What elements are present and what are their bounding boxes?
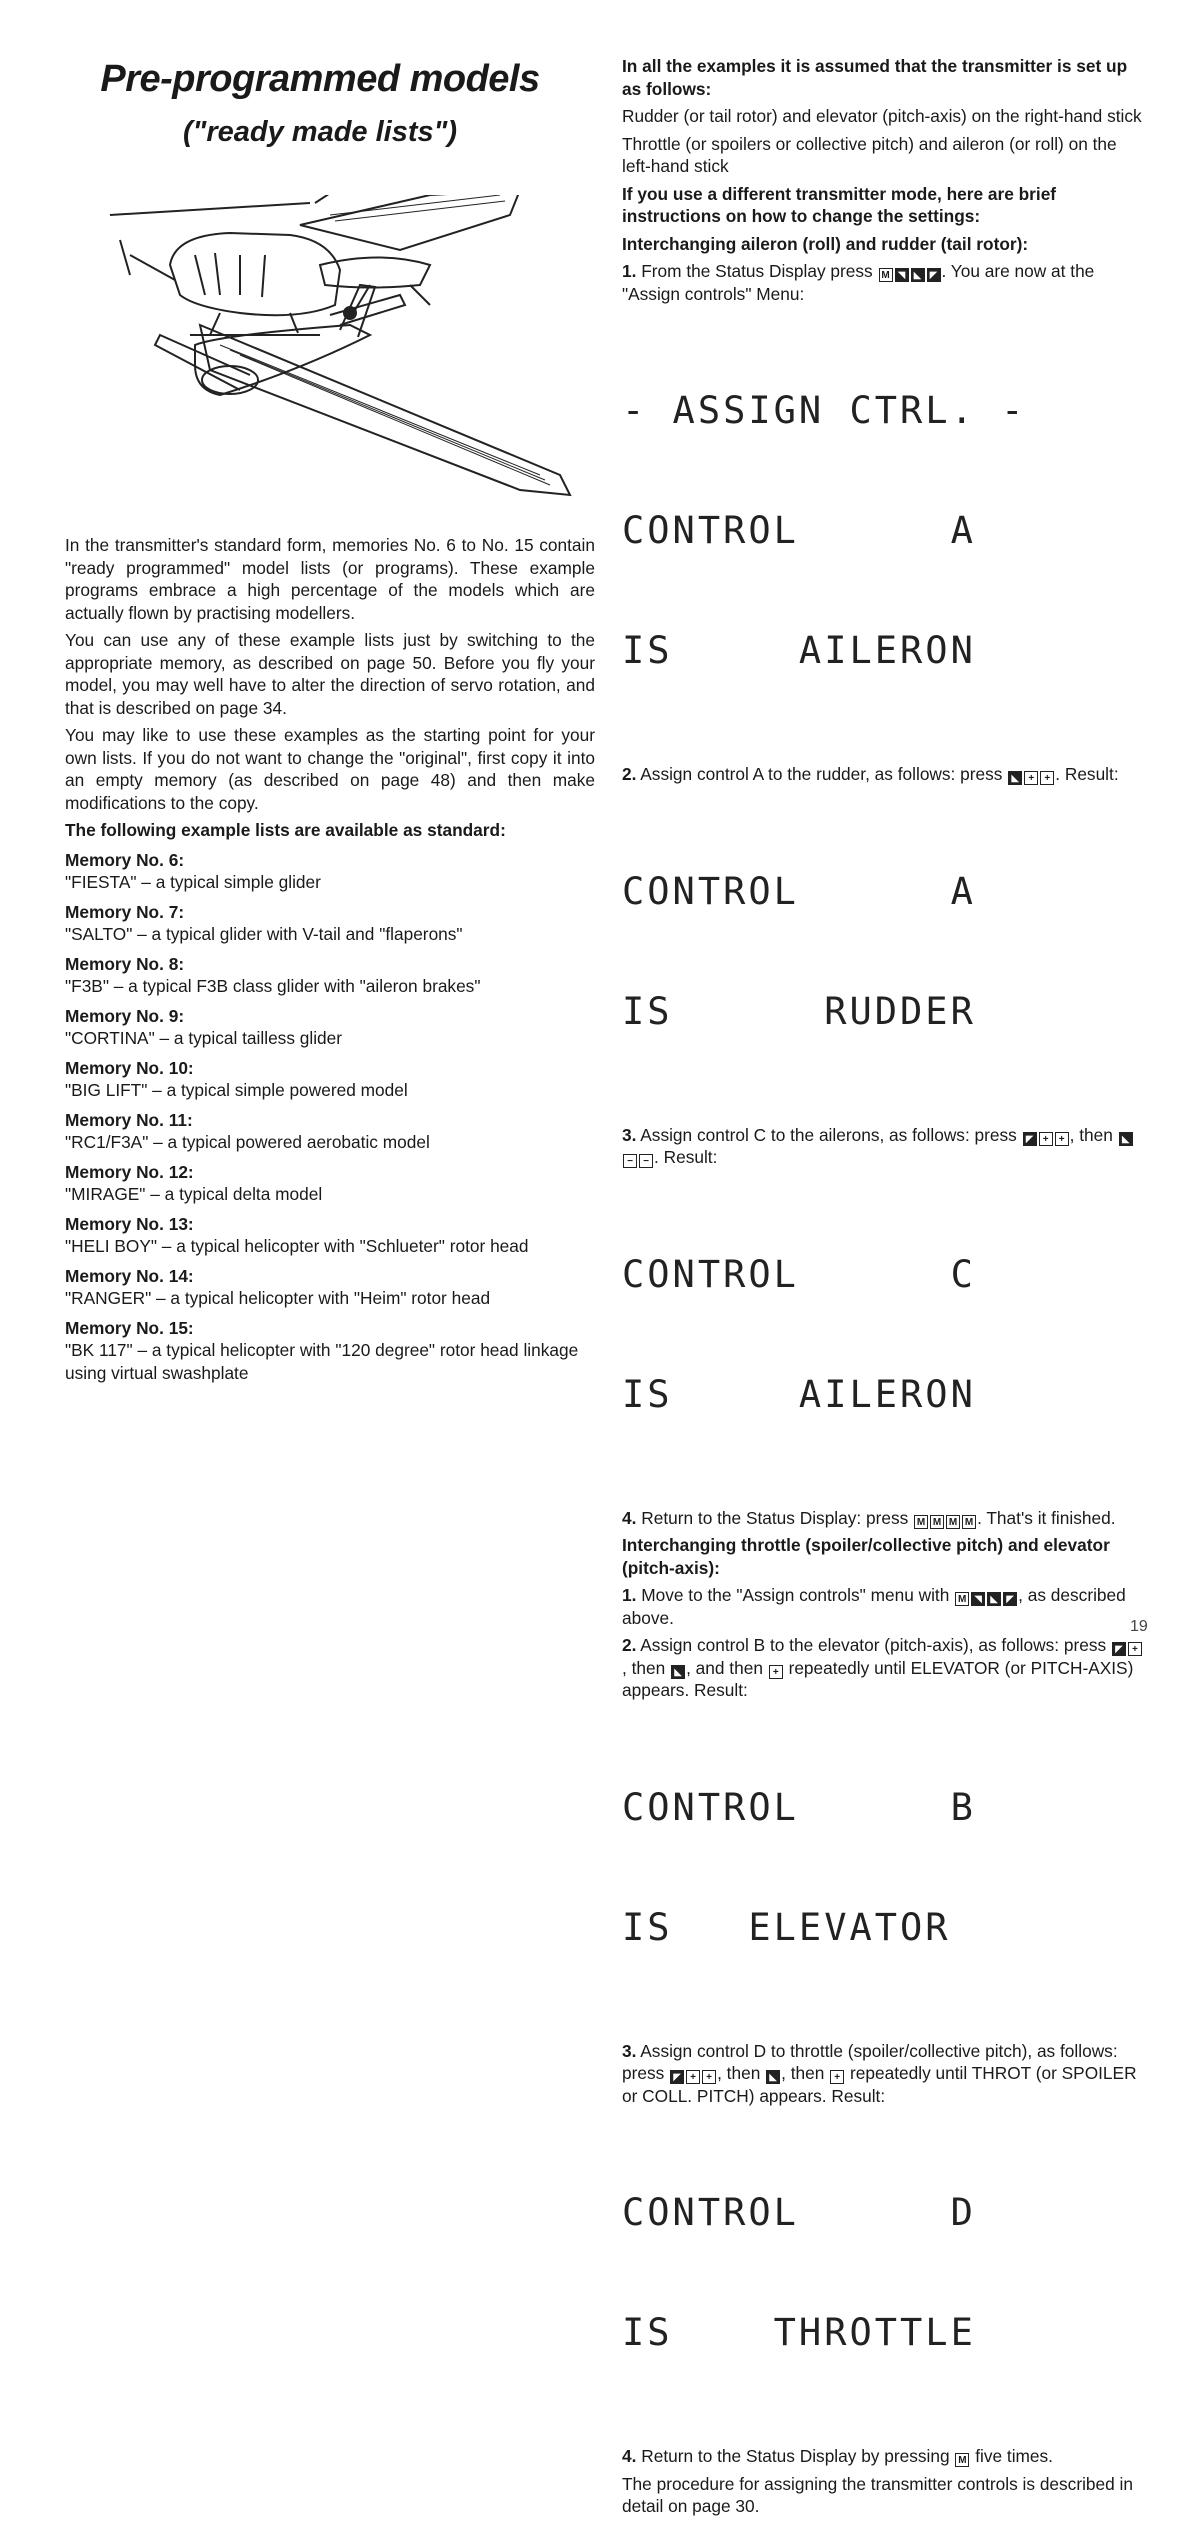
lcd-line: CONTROL A [622,869,976,913]
step-text: repeatedly until THROT (or SPOILER or COLL. PITCH) appears. Result: [622,2063,1137,2106]
plus-key-icon: + [769,1665,783,1679]
plus-key-icon: + [1128,1642,1142,1656]
lcd-display [622,1708,1147,2028]
step-number: 1. [622,261,637,281]
step-text: , as described above. [622,1585,1126,1628]
assumption-heading: In all the examples it is assumed that the transmitter is set up as follows: [622,56,1128,99]
memory-entry [65,1005,595,1050]
step-text: Move to the "Assign controls" menu with [641,1585,950,1605]
down-left-key-icon: ◣ [1008,771,1022,785]
step [622,763,1147,786]
step-text: Return to the Status Display by pressing [641,2446,950,2466]
step-number: 2. [622,1635,637,1655]
step-text: Assign control D to throttle (spoiler/collective pitch), as follows: press [622,2040,1118,2083]
up-left-key-icon: ◤ [927,268,941,282]
m-key-icon: M [879,268,893,282]
lcd-line: CONTROL C [622,1252,976,1296]
step [622,2445,1147,2468]
memory-entry [65,849,595,894]
plus-key-icon: + [1040,771,1054,785]
lcd-line: CONTROL B [622,1785,976,1829]
memory-entry [65,1057,595,1102]
assumption-text: Throttle (or spoilers or collective pitch) and aileron (or roll) on the left-hand stick [622,133,1117,176]
lcd-line: CONTROL A [622,509,976,552]
up-left-key-icon: ◤ [1112,1642,1126,1656]
memory-entry [65,1317,595,1385]
plus-key-icon: + [830,2070,844,2084]
plus-key-icon: + [702,2070,716,2084]
step-text: , then [1069,1124,1113,1145]
memory-description: "HELI BOY" – a typical helicopter with "Schlueter" rotor head [65,1236,529,1256]
step-text: , then [622,1657,666,1678]
lcd-line: IS AILERON [622,629,976,672]
memory-heading: Memory No. 8: [65,953,185,974]
intro-paragraph: You can use any of these example lists just by switching to the appropriate memory, as described on page 50. Before you fly your model, you may well have to alter the direction of servo rotation, and that is described on page 34. [65,630,595,718]
lcd-display [622,1175,1147,1495]
lcd-line: IS RUDDER [622,989,976,1033]
memory-description: "CORTINA" – a typical tailless glider [65,1028,343,1048]
step-text: , and then [686,1657,763,1678]
memory-description: "RANGER" – a typical helicopter with "Heim" rotor head [65,1288,491,1308]
memory-heading: Memory No. 13: [65,1213,194,1234]
memory-entry [65,1265,595,1310]
page-subtitle: ("ready made lists") [182,116,458,148]
memory-heading: Memory No. 7: [65,901,185,922]
rotor-blade [110,203,310,215]
memory-entry [65,1109,595,1154]
section-heading-throttle-elevator: Interchanging throttle (spoiler/collective pitch) and elevator (pitch-axis): [622,1535,1110,1578]
up-left-key-icon: ◤ [1023,1132,1037,1146]
step [622,1584,1147,1629]
memory-description: "SALTO" – a typical glider with V-tail and "flaperons" [65,924,463,944]
step [622,2040,1147,2108]
step-number: 3. [622,1124,637,1145]
memory-entry [65,901,595,946]
minus-key-icon: − [623,1154,637,1168]
step-text: five times. [975,2446,1053,2466]
section-heading-aileron-rudder: Interchanging aileron (roll) and rudder (tail rotor): [622,233,1029,254]
closing-paragraph: The procedure for assigning the transmitter controls is described in detail on page 30. [622,2473,1134,2516]
page-title: Pre-programmed models [100,58,540,100]
memory-description: "MIRAGE" – a typical delta model [65,1184,323,1204]
lcd-line: IS THROTTLE [622,2311,976,2354]
memory-heading: Memory No. 12: [65,1161,194,1182]
step [622,260,1147,305]
down-left-key-icon: ◣ [766,2070,780,2084]
memory-heading: Memory No. 6: [65,849,185,870]
memory-heading: Memory No. 15: [65,1317,194,1338]
m-key-icon: M [914,1515,928,1529]
examples-lead: The following example lists are available as standard: [65,820,506,840]
lcd-line: - ASSIGN CTRL. - [622,389,1027,432]
up-right-key-icon: ◥ [895,268,909,282]
step-text: , then [717,2063,761,2083]
lcd-display [622,311,1147,751]
m-key-icon: M [955,2453,969,2467]
model-aircraft-illustration [100,195,580,515]
step-text: Assign control A to the rudder, as follows: press [640,764,1003,784]
lcd-line: IS AILERON [622,1372,976,1416]
down-left-key-icon: ◣ [911,268,925,282]
step-text: Return to the Status Display: press [641,1507,909,1528]
memory-description: "BIG LIFT" – a typical simple powered model [65,1080,408,1100]
step-text: . Result: [1055,764,1119,784]
intro-paragraph: In the transmitter's standard form, memories No. 6 to No. 15 contain "ready programmed" model lists (or programs). These example programs embrace a high percentage of the models which are actually flown by practising modellers. [65,535,595,623]
step-text: . That's it finished. [977,1507,1116,1528]
step-text: repeatedly until ELEVATOR (or PITCH-AXIS) appears. Result: [622,1657,1134,1700]
minus-key-icon: − [639,1154,653,1168]
lcd-line: IS ELEVATOR [622,1905,951,1949]
step-text: Assign control C to the ailerons, as follows: press [640,1124,1017,1145]
memory-entry [65,1161,595,1206]
step-text: From the Status Display press [641,261,873,281]
plus-key-icon: + [1039,1132,1053,1146]
step-text: . You are now at the "Assign controls" Menu: [622,261,1095,304]
lcd-display [622,2113,1147,2433]
memory-description: "BK 117" – a typical helicopter with "120 degree" rotor head linkage using virtual swashplate [65,1340,579,1383]
step [622,1124,1147,1169]
m-key-icon: M [946,1515,960,1529]
memory-heading: Memory No. 11: [65,1109,193,1130]
step-number: 1. [622,1585,637,1605]
m-key-icon: M [955,1592,969,1606]
memory-entry [65,953,595,998]
page-number: 19 [1130,1618,1148,1635]
lcd-line: CONTROL D [622,2191,976,2234]
plus-key-icon: + [686,2070,700,2084]
memory-description: "FIESTA" – a typical simple glider [65,872,321,892]
step-number: 3. [622,2040,637,2061]
memory-heading: Memory No. 14: [65,1265,194,1286]
memory-heading: Memory No. 9: [65,1005,185,1026]
intro-paragraph: You may like to use these examples as the starting point for your own lists. If you do not want to change the "original", first copy it into an empty memory (as described on page 48) and then make modifications to the copy. [65,725,595,813]
memory-description: "RC1/F3A" – a typical powered aerobatic model [65,1132,430,1152]
powered-model-fuselage [320,258,430,288]
plus-key-icon: + [1024,771,1038,785]
memory-heading: Memory No. 10: [65,1057,194,1078]
step-number: 4. [622,2446,637,2466]
down-left-key-icon: ◣ [671,1665,685,1679]
step-text: Assign control B to the elevator (pitch-axis), as follows: press [640,1635,1107,1655]
step [622,1507,1147,1530]
memory-description: "F3B" – a typical F3B class glider with "aileron brakes" [65,976,481,996]
up-left-key-icon: ◤ [670,2070,684,2084]
m-key-icon: M [962,1515,976,1529]
down-left-key-icon: ◣ [1119,1132,1133,1146]
plus-key-icon: + [1055,1132,1069,1146]
step-number: 4. [622,1507,637,1528]
memory-entry [65,1213,595,1258]
step-number: 2. [622,764,637,784]
left-column [65,534,595,1384]
step-text: , then [781,2063,825,2083]
helicopter-body [170,233,340,315]
m-key-icon: M [930,1515,944,1529]
assumption-text: Rudder (or tail rotor) and elevator (pitch-axis) on the right-hand stick [622,106,1142,126]
lcd-display [622,792,1147,1112]
glider-wing [200,325,570,495]
right-column [622,55,1147,2523]
step [622,1634,1147,1702]
mode-change-heading: If you use a different transmitter mode, here are brief instructions on how to change the settings: [622,183,1057,226]
down-left-key-icon: ◣ [987,1592,1001,1606]
step-text: . Result: [654,1147,718,1167]
up-right-key-icon: ◥ [971,1592,985,1606]
up-left-key-icon: ◤ [1003,1592,1017,1606]
